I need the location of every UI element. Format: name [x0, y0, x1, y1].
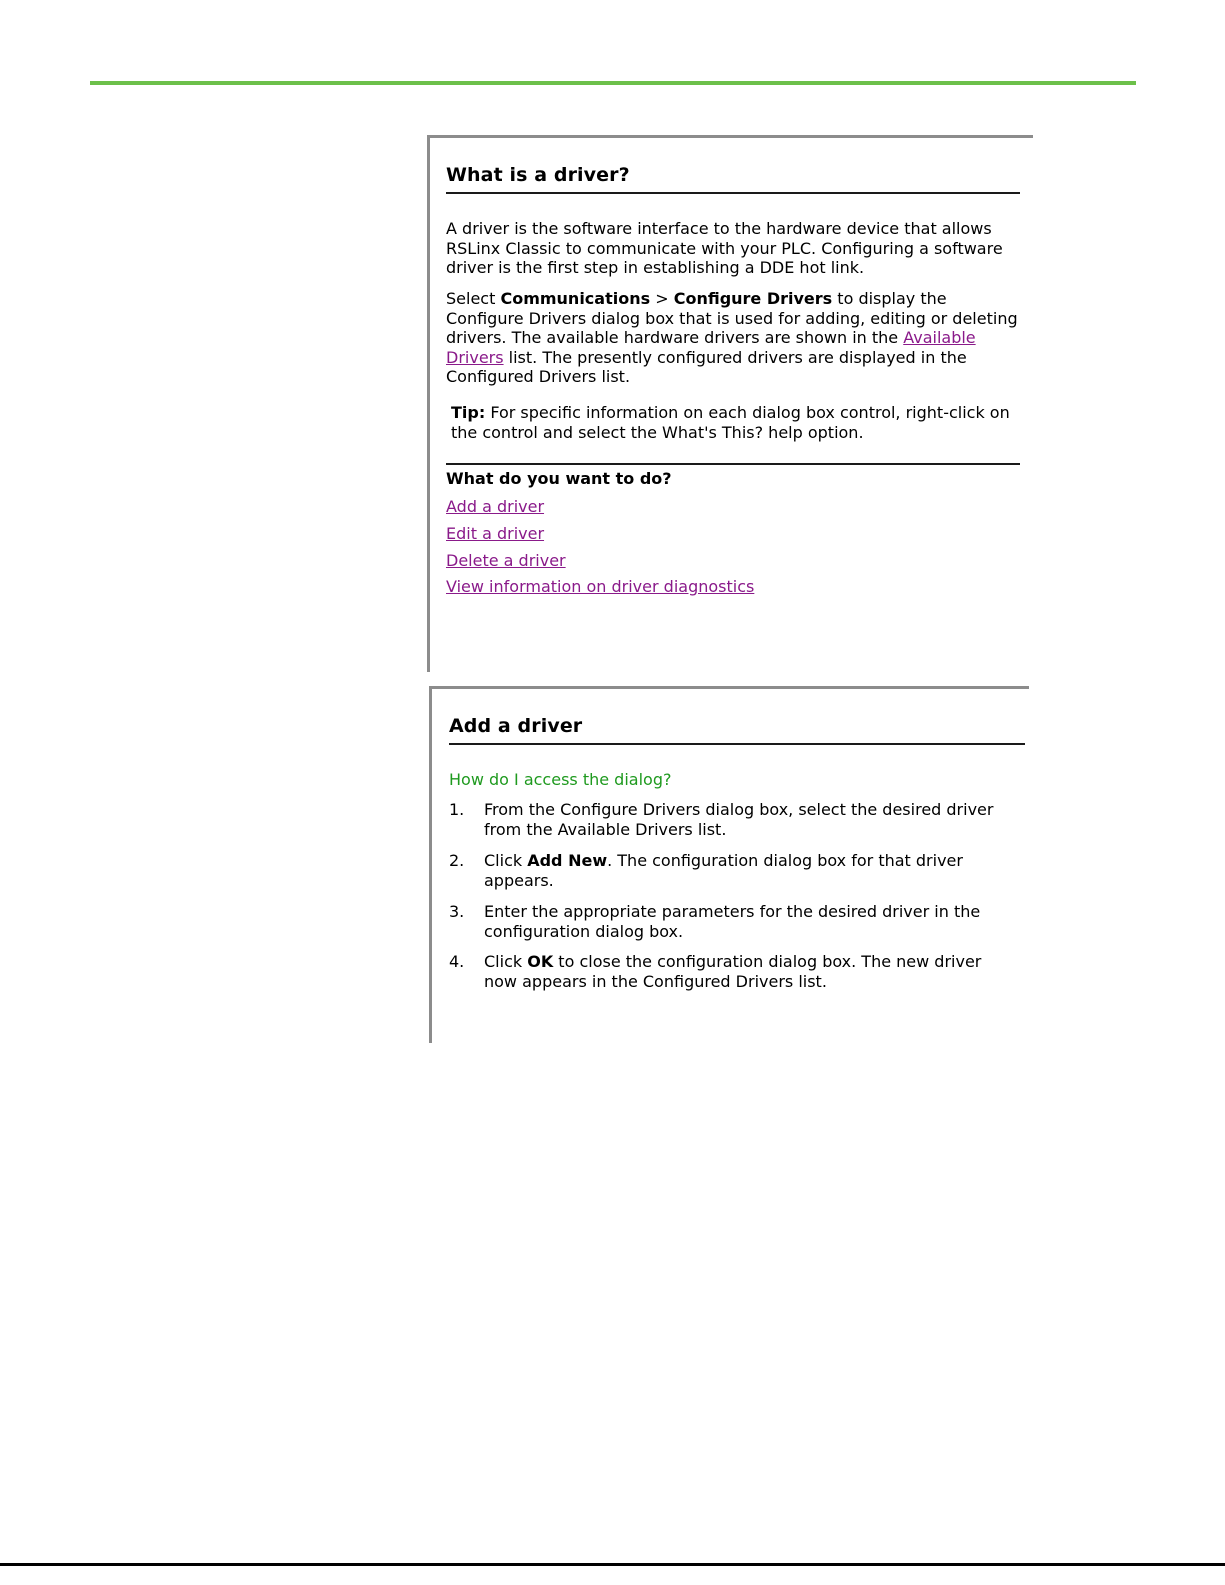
- configure-drivers-paragraph: Select Communications > Configure Drivers to display the Configure Drivers dialog box that is used for adding, editing or deleting drivers. The available hardware drivers are shown in the Available Drivers list. The presently configured drivers are displayed in the Configured Drivers list.: [446, 289, 1018, 387]
- panel-title: Add a driver: [449, 715, 583, 737]
- title-divider: [446, 192, 1020, 194]
- section-divider: [446, 463, 1020, 465]
- footer-rule: [0, 1563, 1225, 1566]
- panel-title: What is a driver?: [446, 164, 630, 186]
- available-drivers-link[interactable]: Available Drivers: [446, 328, 976, 367]
- what-do-you-want-heading: What do you want to do?: [446, 469, 672, 488]
- driver-description: A driver is the software interface to the hardware device that allows RSLinx Classic to communicate with your PLC. Configuring a software driver is the first step in establishing a DDE hot link.: [446, 219, 1003, 278]
- header-accent-rule: [90, 81, 1136, 85]
- add-a-driver-panel: Add a driver How do I access the dialog? 1. From the Configure Drivers dialog box, select the desired driver from the Available Drivers list. 2. Click Add New. The configuration dialog box for that driver appears. 3. Enter the appropriate parameters for the desired driver in the configuration dialog box. 4. Click OK to close the configuration dialog box. The new driver now appears in the Configured Drivers list.: [429, 686, 1029, 1043]
- access-dialog-link[interactable]: How do I access the dialog?: [449, 770, 672, 789]
- title-divider: [449, 743, 1025, 745]
- tip-note: Tip: For specific information on each dialog box control, right-click on the control and select the What's This? help option.: [451, 403, 1010, 442]
- delete-driver-link[interactable]: Delete a driver: [446, 551, 566, 570]
- add-driver-link[interactable]: Add a driver: [446, 497, 545, 516]
- what-is-a-driver-panel: [427, 135, 1033, 672]
- edit-driver-link[interactable]: Edit a driver: [446, 524, 545, 543]
- driver-diagnostics-link[interactable]: View information on driver diagnostics: [446, 577, 755, 596]
